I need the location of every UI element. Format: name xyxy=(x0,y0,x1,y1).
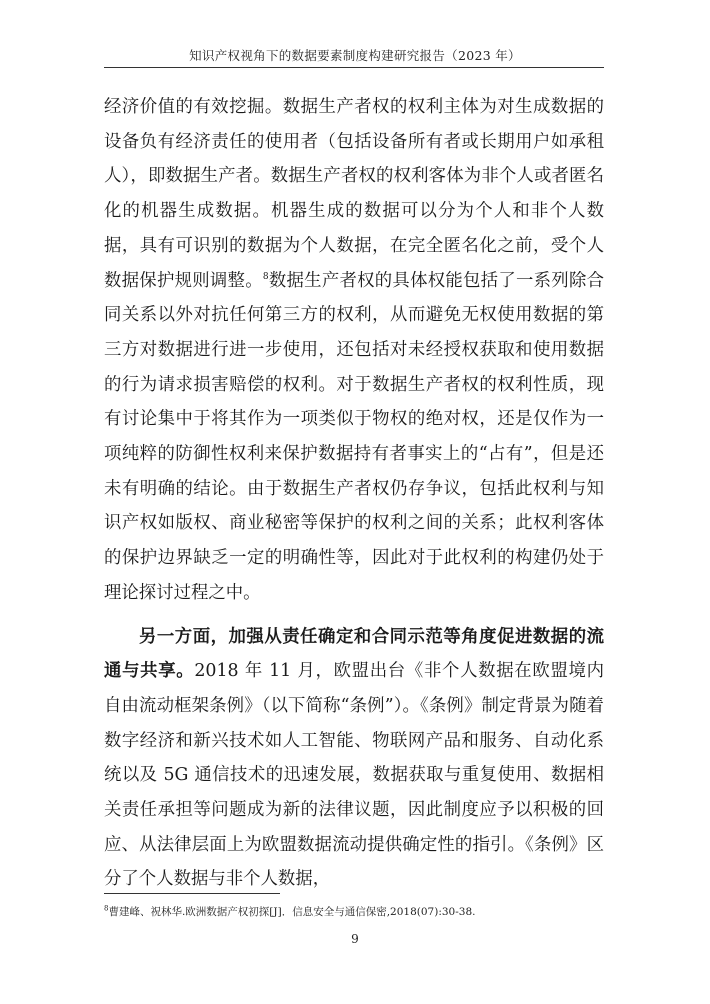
paragraph-2-bold-lead: 另一方面，加强从责任确定和合同示范等角度促进数据的流通与共享。 xyxy=(104,626,604,682)
body-paragraph-2 xyxy=(104,620,604,898)
page-number: 9 xyxy=(351,932,359,946)
footnote-reference-8[interactable]: 8 xyxy=(262,271,269,282)
footnote-8 xyxy=(104,905,604,919)
body-paragraph-1 xyxy=(104,90,604,611)
footnote-text: 曹建峰、祝林华.欧洲数据产权初探[J]．信息安全与通信保密,2018(07):30-38. xyxy=(108,906,476,918)
running-header: 知识产权视角下的数据要素制度构建研究报告（2023 年） xyxy=(189,48,521,63)
header-divider xyxy=(104,67,604,68)
paragraph-1-text-b: 数据生产者权的具体权能包括了一系列除合同关系以外对抗任何第三方的权利，从而避免无权使用数据的第三方对数据进行进一步使用，还包括对未经授权获取和使用数据的行为请求损害赔偿的权利。对于数据生产者权的权利性质，现有讨论集中于将其作为一项类似于物权的绝对权，还是仅作为一项纯粹的防御性权利来保护数据持有者事实上的“占有”，但是还未有明确的结论。由于数据生产者权仍存争议，包括此权利与知识产权如版权、商业秘密等保护的权利之间的关系；此权利客体的保护边界缺乏一定的明确性等，因此对于此权利的构建仍处于理论探讨过程之中。 xyxy=(104,270,604,603)
footnote-divider xyxy=(104,893,280,894)
footnote-marker: 8 xyxy=(104,904,109,913)
paragraph-1-text-a: 经济价值的有效挖掘。数据生产者权的权利主体为对生成数据的设备负有经济责任的使用者（包括设备所有者或长期用户如承租人），即数据生产者。数据生产者权的权利客体为非个人或者匿名化的机器生成数据。机器生成的数据可以分为个人和非个人数据，具有可识别的数据为个人数据，在完全匿名化之前，受个人数据保护规则调整。 xyxy=(104,97,604,291)
paragraph-2-text: 2018 年 11 月，欧盟出台《非个人数据在欧盟境内自由流动框架条例》（以下简称“条例”）。《条例》制定背景为随着数字经济和新兴技术如人工智能、物联网产品和服务、自动化系统以及 5G 通信技术的迅速发展，数据获取与重复使用、数据相关责任承担等问题成为新的法律议题，因此制度应予以积极的回应、从法律层面上为欧盟数据流动提供确定性的指引。《条例》区分了个人数据与非个人数据， xyxy=(104,661,604,890)
main-body-text xyxy=(104,90,604,897)
